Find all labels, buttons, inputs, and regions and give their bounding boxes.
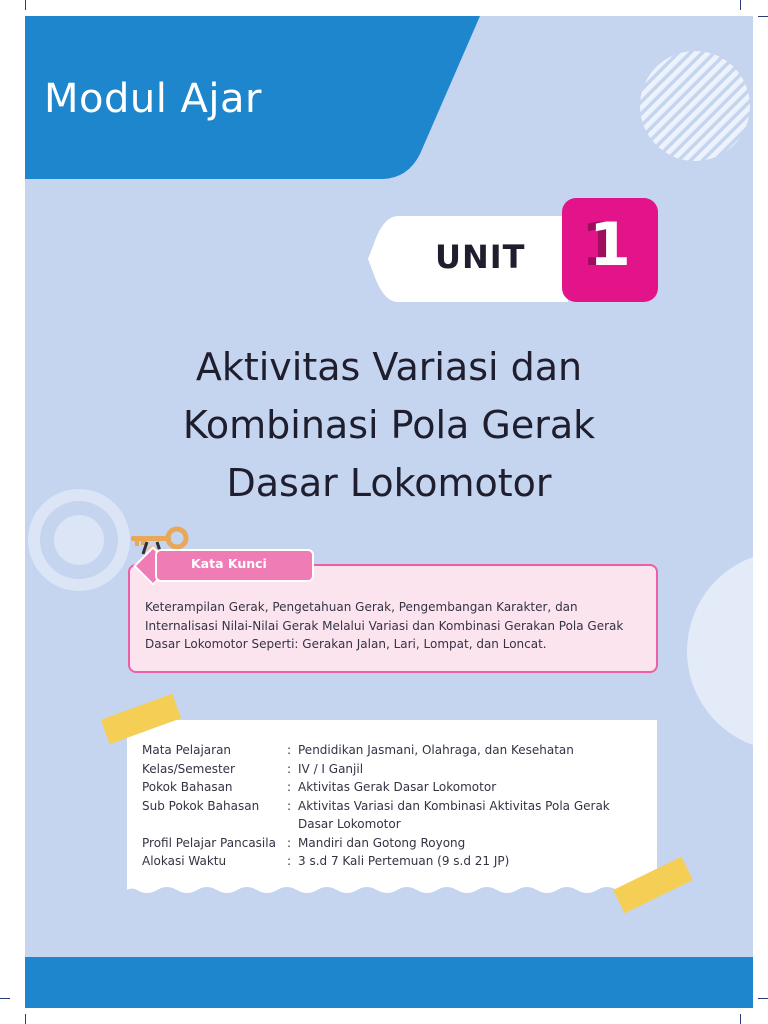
crop-mark — [740, 0, 741, 10]
unit-number: 1 — [589, 210, 631, 280]
chapter-title-line: Dasar Lokomotor — [226, 461, 552, 505]
crop-mark — [740, 1014, 741, 1024]
info-separator: : — [287, 780, 292, 794]
crop-mark — [25, 0, 26, 10]
info-separator: : — [287, 798, 292, 813]
module-title: Modul Ajar — [44, 76, 262, 122]
unit-number-badge — [562, 198, 658, 302]
info-value: Pendidikan Jasmani, Olahraga, dan Kesehatan — [298, 743, 574, 757]
striped-circle-decoration — [639, 50, 751, 162]
info-row — [142, 760, 628, 779]
info-label: Mata Pelajaran — [142, 743, 232, 757]
chapter-title-line: Aktivitas Variasi dan — [195, 345, 583, 389]
info-value: IV / I Ganjil — [298, 761, 364, 776]
info-separator: : — [287, 743, 292, 757]
info-label: Kelas/Semester — [142, 761, 235, 776]
info-row — [142, 834, 628, 853]
crop-mark — [0, 998, 10, 999]
crop-mark — [758, 998, 768, 999]
cover-page — [25, 16, 753, 1008]
info-value: 3 s.d 7 Kali Pertemuan (9 s.d 21 JP) — [298, 854, 510, 868]
info-row — [142, 741, 628, 760]
info-value: Aktivitas Gerak Dasar Lokomotor — [298, 780, 497, 794]
info-label: Sub Pokok Bahasan — [142, 798, 260, 813]
half-circle-decoration — [687, 551, 753, 751]
info-separator: : — [287, 854, 292, 868]
info-value: Aktivitas Variasi dan Kombinasi Aktivitas Pola Gerak Dasar Lokomotor — [298, 798, 610, 831]
crop-mark — [758, 16, 768, 17]
info-row — [142, 797, 628, 834]
chapter-title-line: Kombinasi Pola Gerak — [182, 403, 596, 447]
info-row — [142, 778, 628, 797]
info-separator: : — [287, 761, 292, 776]
unit-label: UNIT — [435, 238, 526, 276]
info-separator: : — [287, 835, 292, 850]
target-circle-decoration — [25, 486, 135, 596]
keywords-tab-label: Kata Kunci — [191, 556, 267, 571]
info-row — [142, 852, 628, 871]
info-label: Alokasi Waktu — [142, 854, 227, 868]
footer-band — [25, 957, 753, 1008]
info-label: Pokok Bahasan — [142, 780, 233, 794]
crop-mark — [25, 1014, 26, 1024]
keywords-text: Keterampilan Gerak, Pengetahuan Gerak, Pengembangan Karakter, dan Internalisasi Nilai-Nilai Gerak Melalui Variasi dan Kombinasi Gerakan Pola Gerak Dasar Lokomotor Seperti: Gerakan Jalan, Lari, Lompat, dan Loncat. — [145, 600, 624, 651]
info-value: Mandiri dan Gotong Royong — [298, 835, 466, 850]
info-label: Profil Pelajar Pancasila — [142, 835, 276, 850]
info-table — [142, 741, 628, 871]
